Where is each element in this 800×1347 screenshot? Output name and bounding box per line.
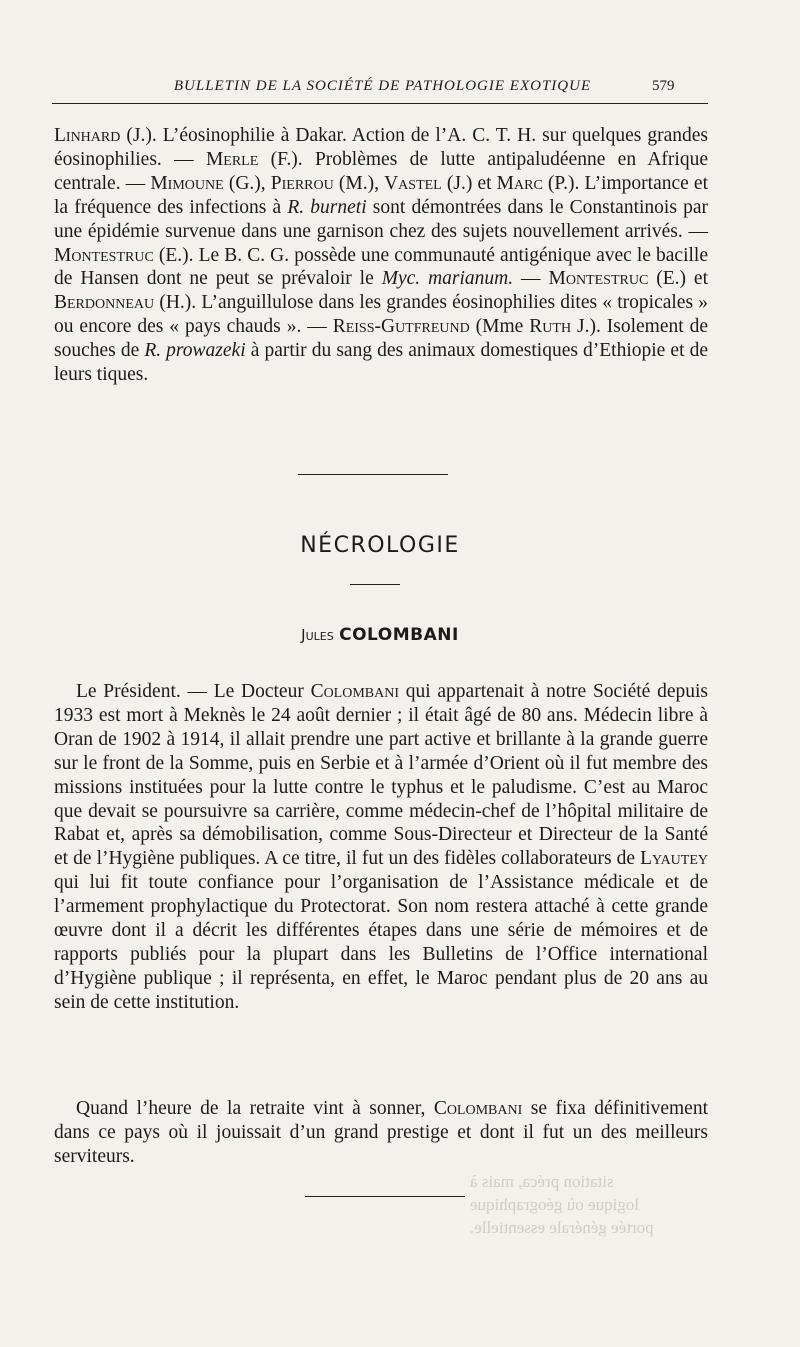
end-divider (305, 1196, 465, 1197)
text-run: Quand l’heure de la retraite vint à sonner, (76, 1098, 434, 1119)
bleed-through-line: portée générale essentielle. (470, 1218, 654, 1237)
text-run: (E.) et (648, 268, 709, 290)
person-name: Lyautey (640, 848, 708, 870)
obituary-subject (0, 625, 760, 645)
person-name: Colombani (433, 1098, 523, 1119)
author-name: Linhard (54, 125, 121, 146)
text-run: (E.). Le B. C. G. possède une communauté antigénique avec le bacille de Hansen dont ne peut se prévaloir le (54, 244, 708, 290)
author-name: Merle (205, 148, 259, 170)
text-run: sont démontrées dans le Constantinois par une épidémie survenue dans une garnison chez des sujets nouvellement arrivés. — (54, 196, 708, 242)
text-run: (J.). L’éosinophilie à Dakar. Action de l’A. C. T. H. sur quelques grandes éosinophilies. — (54, 125, 708, 170)
text-run: J.). Isolement de souches de (54, 316, 708, 362)
header-rule (52, 103, 708, 104)
author-name: Marc (496, 172, 543, 194)
section-divider (298, 474, 448, 475)
bleed-through-line: sitation préca, mais à (470, 1172, 614, 1191)
author-name: Mimoune (150, 172, 224, 194)
text-run: se fixa définitivement dans ce pays où il jouissait d’un grand prestige et dont il fut un des meilleurs serviteurs. (54, 1098, 708, 1167)
author-name: Reiss-Gutfreund (332, 316, 470, 338)
author-name: Vastel (384, 172, 442, 194)
text-run: (P.). L’importance et la fréquence des infections à (54, 172, 708, 218)
first-name: Jules (301, 626, 334, 644)
species-name: Myc. marianum. (381, 268, 514, 290)
abstracts-paragraph (54, 124, 708, 387)
bleed-through-line: logique où géographique (470, 1195, 640, 1214)
title-divider (350, 584, 400, 585)
person-name: Colombani (310, 681, 400, 702)
text-run: (J.) et (441, 172, 497, 194)
author-name: Pierrou (270, 172, 334, 194)
section-title: NÉCROLOGIE (300, 533, 460, 558)
obituary-paragraph-2 (54, 1097, 708, 1169)
text-run: (Mme (469, 316, 530, 338)
text-run: (M.), (333, 172, 385, 194)
author-name: Montestruc (548, 268, 649, 290)
running-header: BULLETIN DE LA SOCIÉTÉ DE PATHOLOGIE EXOTIQUE (173, 78, 592, 94)
text-run: Le Président. — Le Docteur (76, 681, 311, 702)
text-run: qui appartenait à notre Société depuis 1933 est mort à Meknès le 24 août dernier ; il était âgé de 80 ans. Médecin libre à Oran de 1902 à 1914, il allait prendre une part active et brillante à la grande guerre sur le front de la Somme, puis en Serbie et à l’armée d’Orient où il fut membre des missions instituées pour la lutte contre le typhus et le paludisme. C’est au Maroc que devait se poursuivre sa carrière, comme médecin-chef de l’hôpital militaire de Rabat et, après sa démobilisation, comme Sous-Directeur et Directeur de la Santé et de l’Hygiène publiques. A ce titre, il fut un des fidèles collaborateurs de (54, 681, 708, 870)
text-run: (F.). Problèmes de lutte antipaludéenne en Afrique centrale. — (54, 148, 708, 194)
obituary-paragraph-1 (54, 680, 708, 1015)
author-name: Montestruc (54, 244, 154, 266)
bleed-through-text (470, 1170, 700, 1239)
text-run: (H.). L’anguillulose dans les grandes éosinophilies dites « tropicales » ou encore des « pays chauds ». — (54, 292, 708, 338)
text-run: — (513, 268, 549, 290)
species-name: R. prowazeki (144, 340, 246, 362)
text-run: à partir du sang des animaux domestiques d’Ethiopie et de leurs tiques. (54, 340, 708, 386)
last-name: COLOMBANI (339, 625, 459, 645)
text-run: qui lui fit toute confiance pour l’organisation de l’Assistance médicale et de l’armement prophylactique du Protectorat. Son nom restera attaché à cette grande œuvre dont il a décrit les différentes étapes dans une série de mémoires et de rapports publiés pour la plupart dans les Bulletins de l’Office international d’Hygiène publique ; il représenta, en effet, le Maroc pendant plus de 20 ans au sein de cette institution. (54, 872, 708, 1013)
text-run: (G.), (223, 172, 271, 194)
author-name: Ruth (529, 316, 572, 338)
species-name: R. burneti (287, 196, 367, 218)
author-name: Berdonneau (54, 292, 155, 314)
page-number: 579 (652, 78, 675, 94)
